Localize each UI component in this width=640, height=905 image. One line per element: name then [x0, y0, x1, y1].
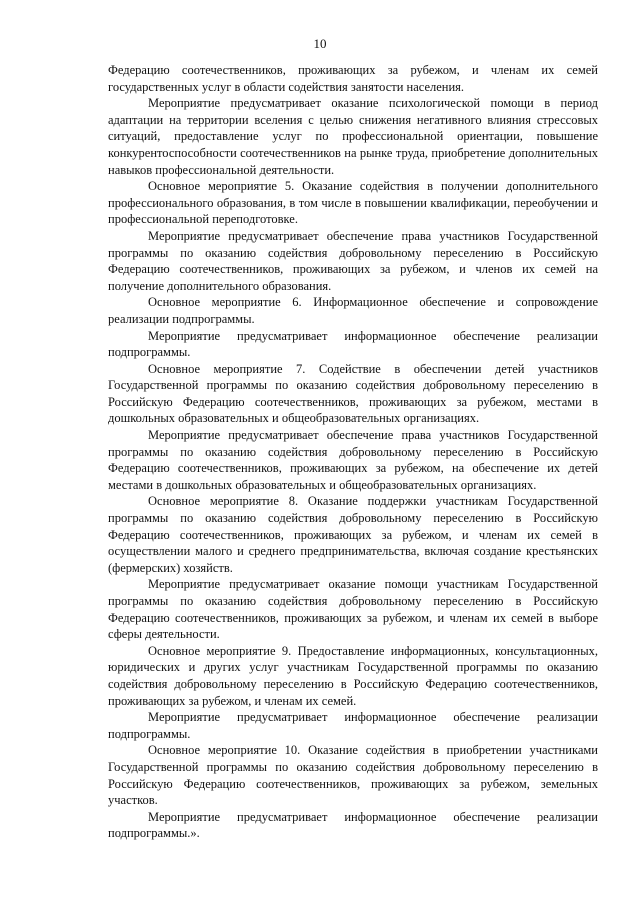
paragraph: Мероприятие предусматривает информационное обеспечение реализации подпрограммы.».: [108, 809, 598, 841]
paragraph: Мероприятие предусматривает обеспечение права участников Государственной программы по оказанию содействия добровольному переселению в Российскую Федерацию соотечественников, проживающих за рубежом, на обеспечение их детей местами в дошкольных образовательных и общеобразовательных организациях.: [108, 428, 598, 492]
paragraph: Мероприятие предусматривает оказание психологической помощи в период адаптации на территории вселения с целью снижения негативного влияния стрессовых ситуаций, предоставление услуг по профессиональной ориентации, повышение конкурентоспособности соотечественников на рынке труда, приобретение дополнительных навыков профессиональной деятельности.: [108, 96, 598, 177]
paragraph: Основное мероприятие 7. Содействие в обеспечении детей участников Государственной программы по оказанию содействия добровольному переселению в Российскую Федерацию соотечественников, проживающих за рубежом, местами в дошкольных образовательных и общеобразовательных организациях.: [108, 361, 598, 426]
paragraph: Основное мероприятие 9. Предоставление информационных, консультационных, юридических и других услуг участникам Государственной программы по оказанию содействия добровольному переселению в Российскую Федерацию соотечественников, проживающих за рубежом, и членам их семей.: [108, 643, 598, 708]
body-text: [108, 62, 598, 842]
paragraph: Федерацию соотечественников, проживающих за рубежом, и членам их семей государственных услуг в области содействия занятости населения.: [108, 63, 598, 94]
paragraph: Мероприятие предусматривает информационное обеспечение реализации подпрограммы.: [108, 710, 598, 741]
paragraph: Основное мероприятие 8. Оказание поддержки участникам Государственной программы по оказанию содействия добровольному переселению в Российскую Федерацию соотечественников, проживающих за рубежом, и членам их семей в осуществлении малого и среднего предпринимательства, включая создание крестьянских (фермерских) хозяйств.: [108, 494, 598, 575]
paragraph: Мероприятие предусматривает оказание помощи участникам Государственной программы по оказанию содействия добровольному переселению в Российскую Федерацию соотечественников, проживающих за рубежом, и членам их семей в выборе сферы деятельности.: [108, 577, 598, 642]
paragraph: Мероприятие предусматривает обеспечение права участников Государственной программы по оказанию содействия добровольному переселению в Российскую Федерацию соотечественников, проживающих за рубежом, и членов их семей на получение дополнительного образования.: [108, 228, 598, 293]
paragraph: Основное мероприятие 10. Оказание содействия в приобретении участниками Государственной программы по оказанию содействия добровольному переселению в Российскую Федерацию соотечественников, проживающих за рубежом, земельных участков.: [108, 743, 598, 808]
page-number: 10: [313, 36, 327, 51]
paragraph: Основное мероприятие 5. Оказание содействия в получении дополнительного профессионального образования, в том числе в повышении квалификации, переобучении и профессиональной переподготовке.: [108, 179, 598, 227]
paragraph: Мероприятие предусматривает информационное обеспечение реализации подпрограммы.: [108, 328, 598, 360]
paragraph: Основное мероприятие 6. Информационное обеспечение и сопровождение реализации подпрограммы.: [108, 295, 598, 326]
